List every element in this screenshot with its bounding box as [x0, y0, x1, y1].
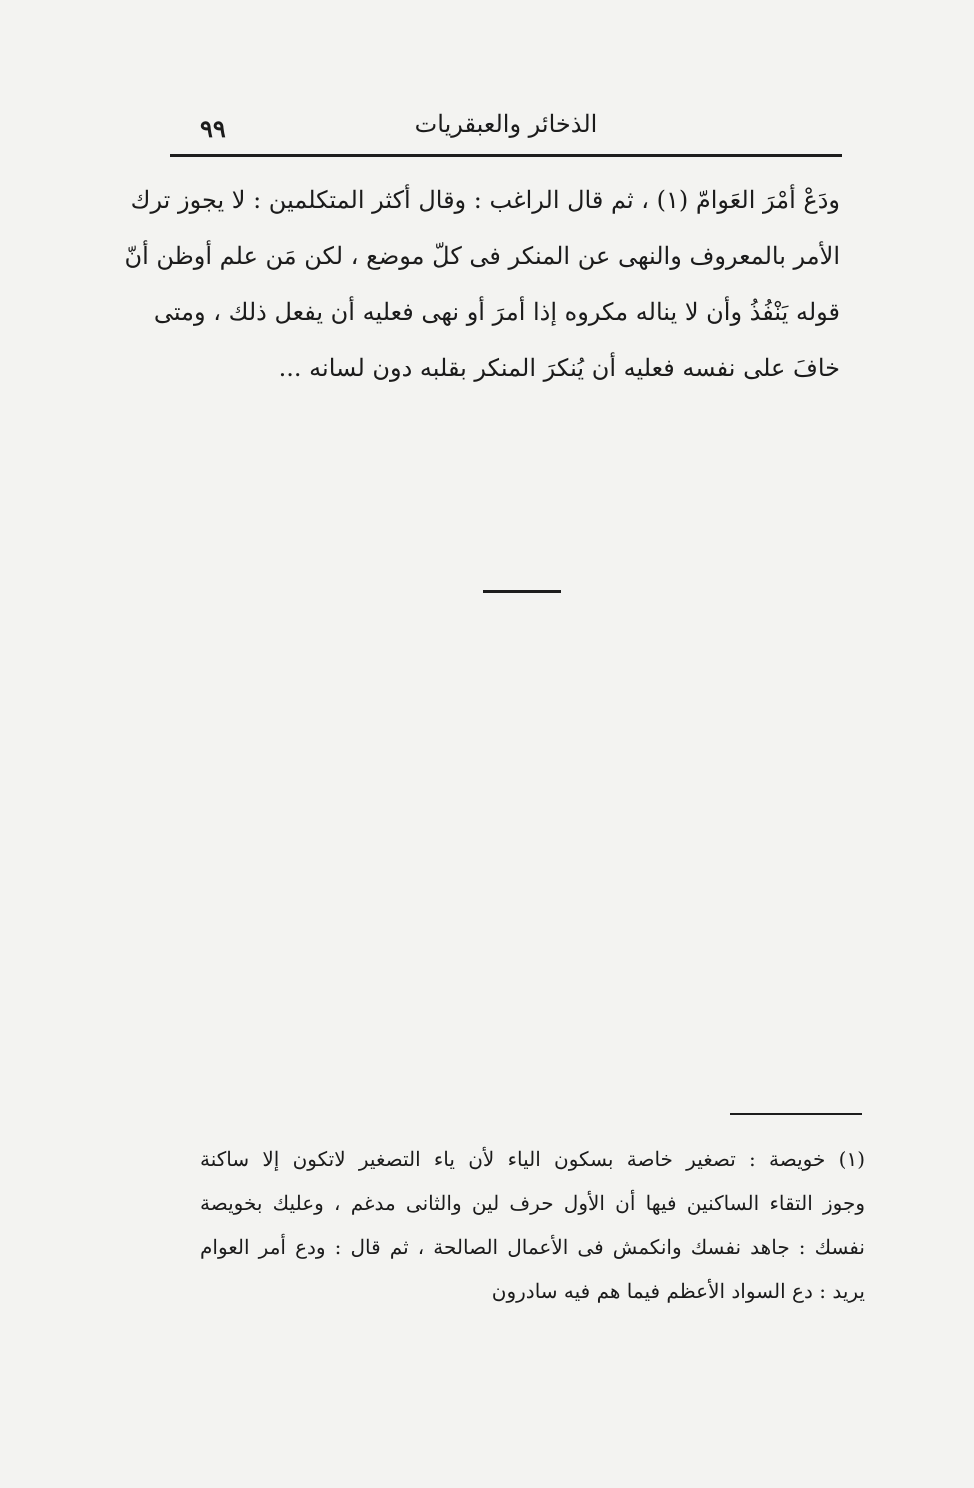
page-header — [170, 100, 842, 150]
header-rule — [170, 154, 842, 157]
footnote-line: يريد : دع السواد الأعظم فيما هم فيه سادرون — [491, 1279, 865, 1303]
section-divider — [483, 590, 561, 593]
body-line: ودَعْ أمْرَ العَوامّ (١) ، ثم قال الراغب : وقال أكثر المتكلمين : لا يجوز ترك — [130, 186, 840, 214]
footnote-line: (١) خويصة : تصغير خاصة بسكون الياء لأن ياء التصغير لاتكون إلا ساكنة — [200, 1147, 865, 1171]
body-paragraph — [124, 172, 840, 396]
running-title: الذخائر والعبقريات — [414, 110, 598, 138]
footnote-line: وجوز التقاء الساكنين فيها أن الأول حرف لين والثانى مدغم ، وعليك بخويصة — [200, 1191, 865, 1215]
footnote-separator — [730, 1113, 862, 1115]
body-line: قوله يَنْفُذُ وأن لا يناله مكروه إذا أمرَ أو نهى فعليه أن يفعل ذلك ، ومتى — [153, 298, 840, 326]
footnote-block — [200, 1137, 865, 1313]
footnote-line: نفسك : جاهد نفسك وانكمش فى الأعمال الصالحة ، ثم قال : ودع أمر العوام — [200, 1235, 865, 1259]
body-line: الأمر بالمعروف والنهى عن المنكر فى كلّ موضع ، لكن مَن علم أوظن أنّ — [124, 242, 840, 270]
page-number: ٩٩ — [200, 114, 226, 143]
body-line: خافَ على نفسه فعليه أن يُنكرَ المنكر بقلبه دون لسانه ... — [278, 354, 840, 382]
